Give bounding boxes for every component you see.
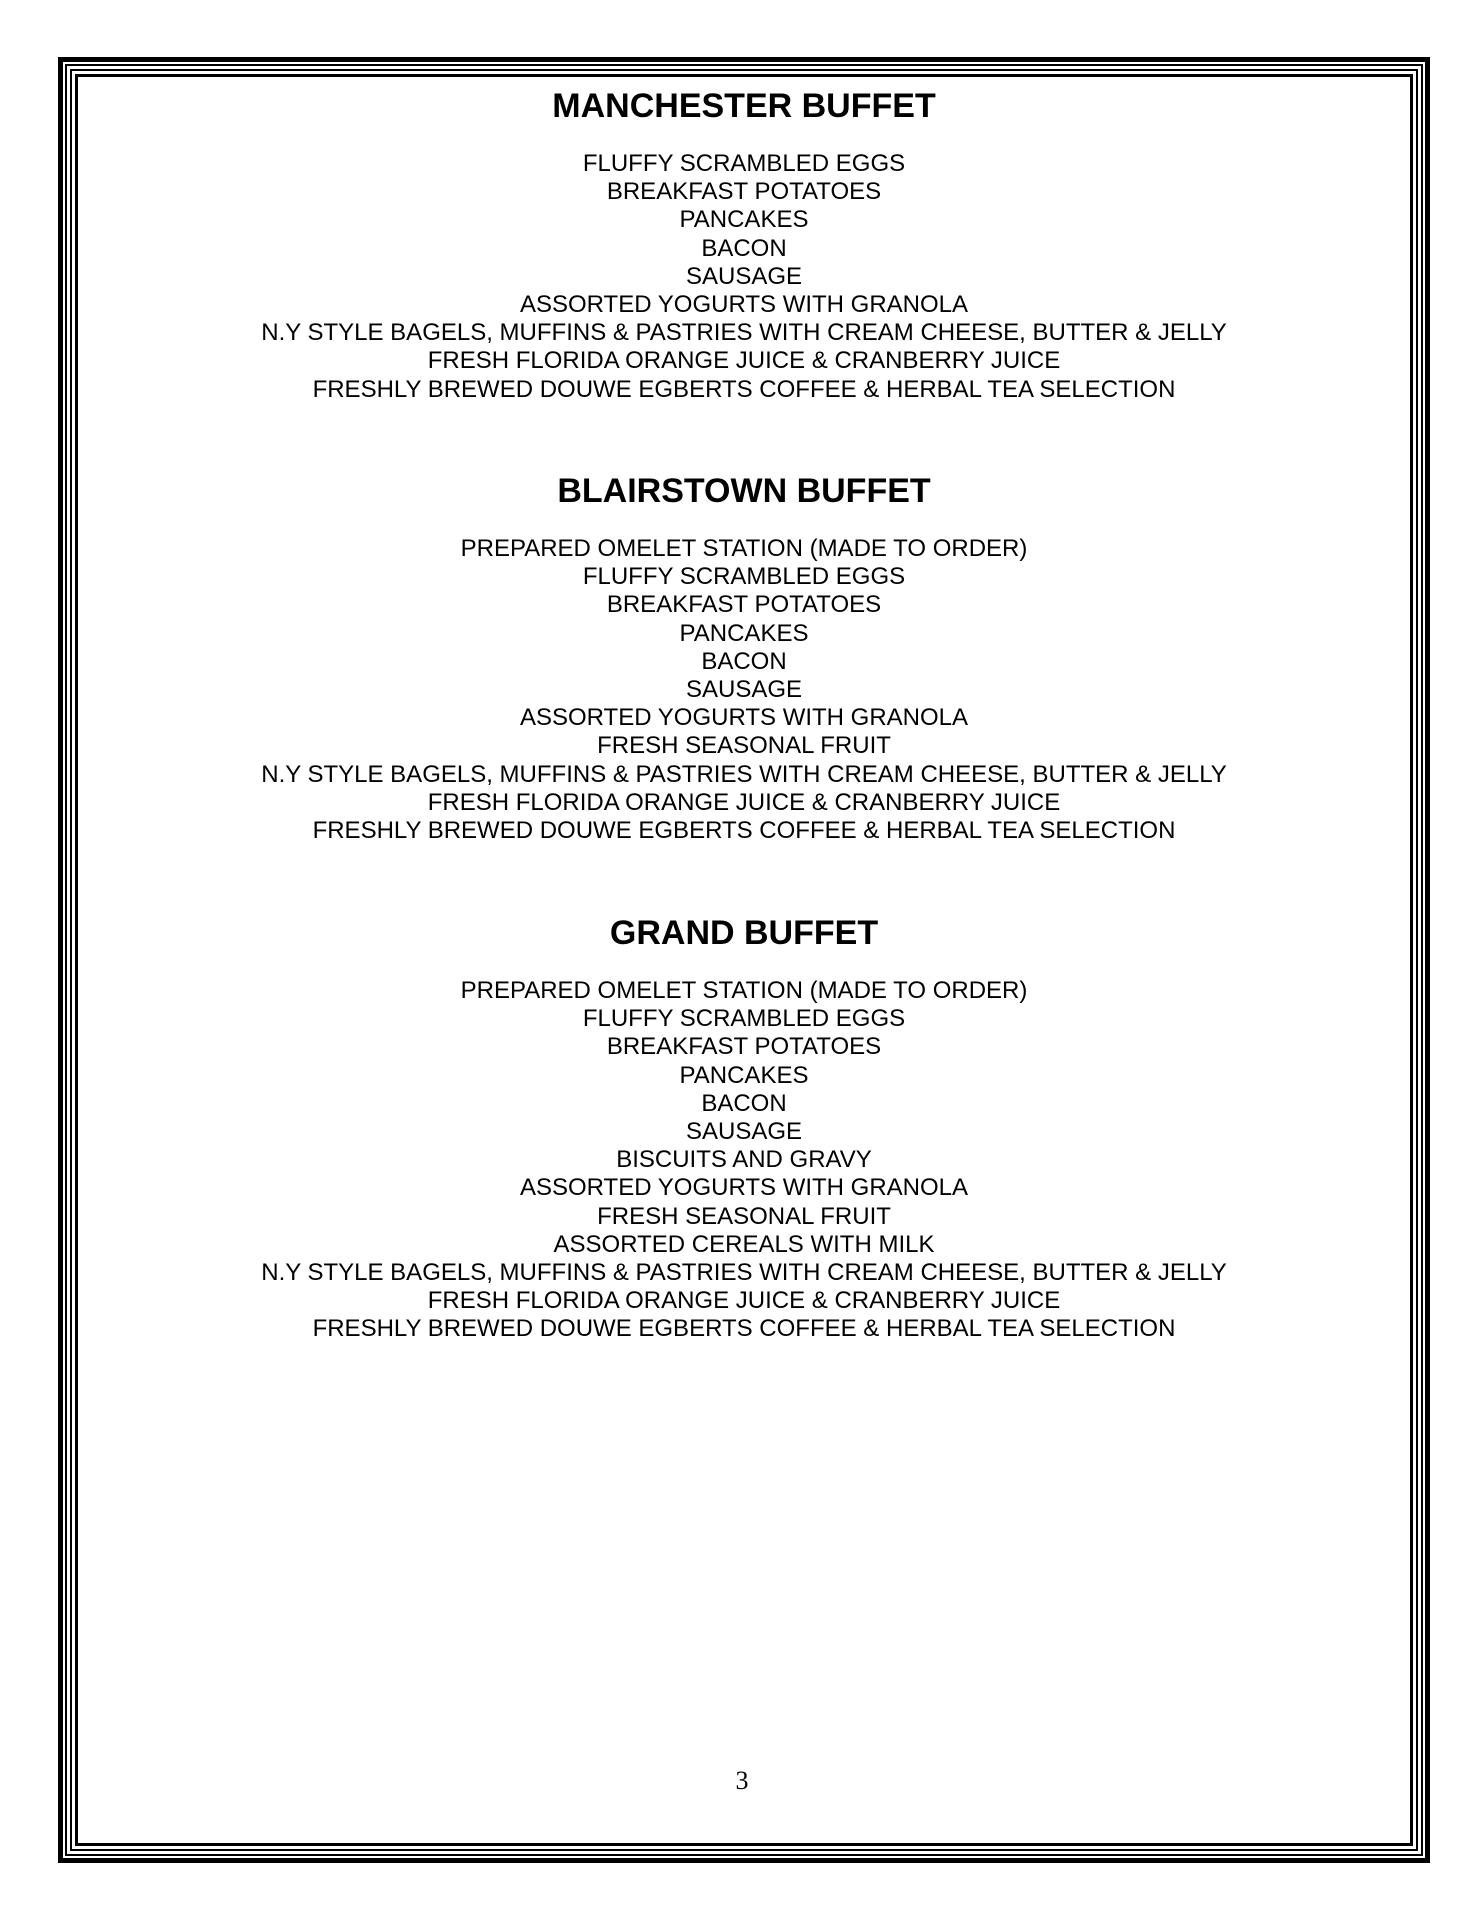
menu-item: SAUSAGE [685, 1117, 803, 1145]
menu-item: FRESHLY BREWED DOUWE EGBERTS COFFEE & HERBAL TEA SELECTION [312, 1315, 1176, 1343]
menu-item: ASSORTED YOGURTS WITH GRANOLA [519, 1174, 969, 1202]
menu-item: FRESHLY BREWED DOUWE EGBERTS COFFEE & HERBAL TEA SELECTION [312, 375, 1176, 403]
menu-item: N.Y STYLE BAGELS, MUFFINS & PASTRIES WITH CREAM CHEESE, BUTTER & JELLY [261, 760, 1227, 788]
menu-item: FLUFFY SCRAMBLED EGGS [582, 150, 906, 177]
menu-item: FRESH SEASONAL FRUIT [597, 1202, 891, 1230]
menu-item: PANCAKES [679, 206, 809, 234]
menu-item: BISCUITS AND GRAVY [616, 1146, 872, 1174]
menu-item: N.Y STYLE BAGELS, MUFFINS & PASTRIES WITH CREAM CHEESE, BUTTER & JELLY [261, 319, 1227, 347]
menu-item: ASSORTED YOGURTS WITH GRANOLA [519, 290, 969, 318]
menu-item: PANCAKES [679, 619, 809, 647]
grand-buffet-section [78, 913, 1410, 1343]
menu-item: BACON [701, 1089, 787, 1117]
blairstown-buffet-section [78, 471, 1410, 845]
menu-item: N.Y STYLE BAGELS, MUFFINS & PASTRIES WITH CREAM CHEESE, BUTTER & JELLY [261, 1258, 1227, 1286]
menu-item: FRESH SEASONAL FRUIT [597, 732, 891, 760]
menu-item: ASSORTED YOGURTS WITH GRANOLA [519, 704, 969, 732]
menu-item: FRESHLY BREWED DOUWE EGBERTS COFFEE & HERBAL TEA SELECTION [312, 816, 1176, 844]
menu-item-list [78, 150, 1410, 404]
menu-item: PREPARED OMELET STATION (MADE TO ORDER) [460, 977, 1028, 1004]
menu-item: BREAKFAST POTATOES [606, 591, 882, 619]
menu-item: BREAKFAST POTATOES [606, 178, 882, 206]
menu-item: PREPARED OMELET STATION (MADE TO ORDER) [460, 535, 1028, 562]
menu-item: BREAKFAST POTATOES [606, 1033, 882, 1061]
menu-item: FRESH FLORIDA ORANGE JUICE & CRANBERRY JUICE [427, 788, 1061, 816]
menu-item: PANCAKES [679, 1061, 809, 1089]
section-title: GRAND BUFFET [609, 914, 879, 952]
menu-item: BACON [701, 234, 787, 262]
menu-item: FLUFFY SCRAMBLED EGGS [582, 1005, 906, 1033]
menu-item: FRESH FLORIDA ORANGE JUICE & CRANBERRY JUICE [427, 347, 1061, 375]
menu-item-list [78, 977, 1410, 1343]
menu-item: FRESH FLORIDA ORANGE JUICE & CRANBERRY JUICE [427, 1287, 1061, 1315]
menu-item-list [78, 535, 1410, 845]
manchester-buffet-section [78, 86, 1410, 404]
page-number: 3 [735, 1766, 749, 1795]
menu-item: SAUSAGE [685, 262, 803, 290]
section-title: BLAIRSTOWN BUFFET [557, 472, 931, 510]
menu-item: ASSORTED CEREALS WITH MILK [553, 1230, 935, 1258]
section-title: MANCHESTER BUFFET [552, 87, 936, 125]
menu-item: SAUSAGE [685, 675, 803, 703]
menu-item: BACON [701, 647, 787, 675]
menu-item: FLUFFY SCRAMBLED EGGS [582, 563, 906, 591]
